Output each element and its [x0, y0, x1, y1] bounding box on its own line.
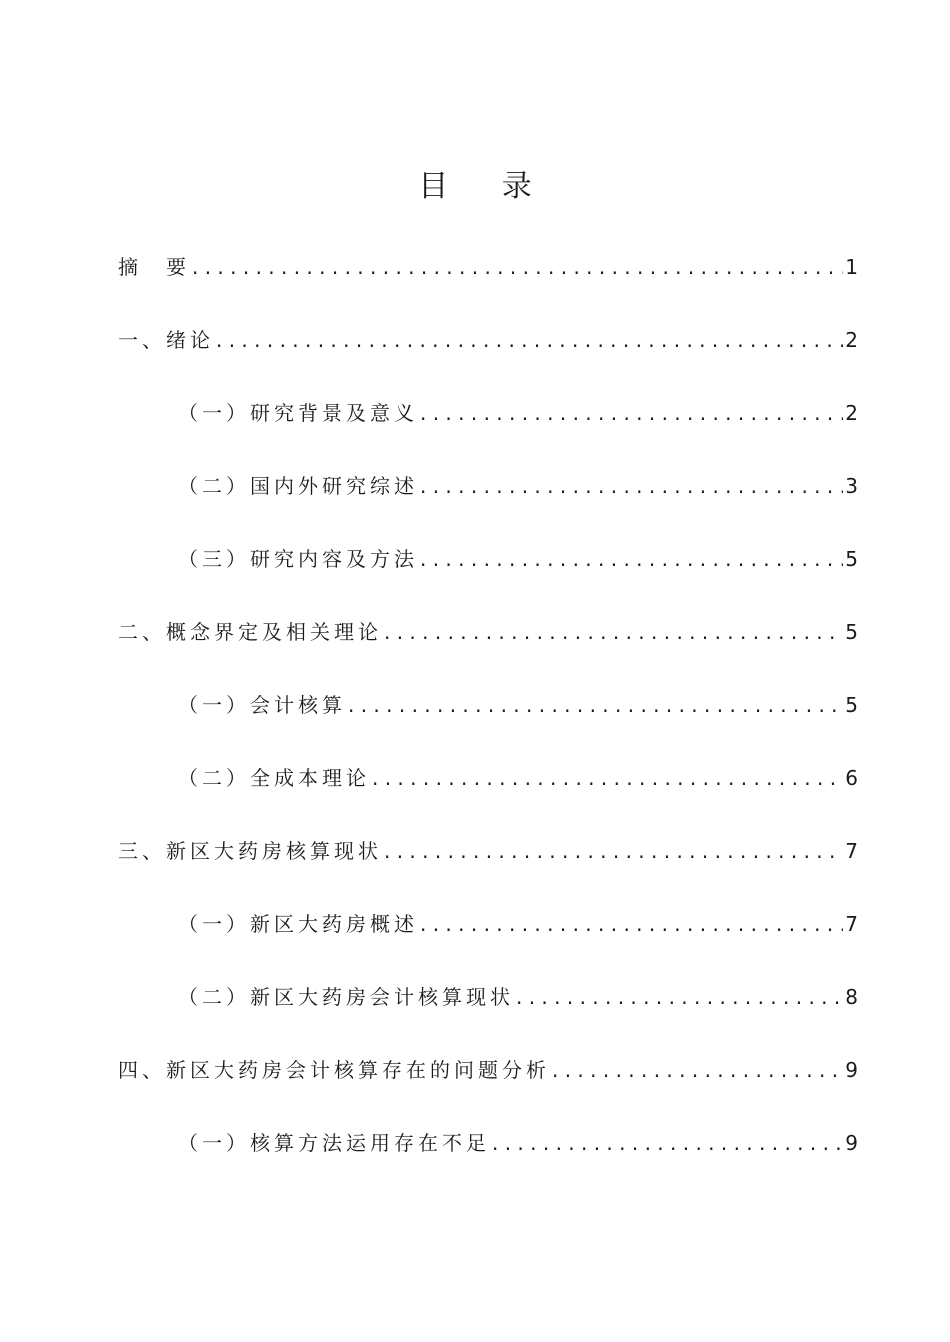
toc-entry-text: 摘 要	[118, 255, 190, 279]
toc-entry-text: （二）新区大药房会计核算现状	[178, 985, 514, 1009]
toc-leader-dots	[348, 673, 843, 737]
toc-entry-page: 7	[845, 839, 858, 863]
toc-entry-text: 二、概念界定及相关理论	[118, 620, 382, 644]
toc-entry[interactable]	[118, 454, 858, 527]
toc-leader-dots	[420, 381, 843, 445]
toc-leader-dots	[420, 892, 843, 956]
toc-leader-dots	[216, 308, 843, 372]
toc-entry-page: 1	[845, 255, 858, 279]
toc-entry[interactable]	[118, 600, 858, 673]
toc-entry-page: 5	[845, 693, 858, 717]
toc-entry-page: 5	[845, 547, 858, 571]
toc-entry-text: （一）核算方法运用存在不足	[178, 1131, 490, 1155]
toc-entry-text: （二）全成本理论	[178, 766, 370, 790]
table-of-contents	[118, 235, 858, 1184]
toc-leader-dots	[420, 527, 843, 591]
toc-entry[interactable]	[118, 235, 858, 308]
toc-entry-text: 三、新区大药房核算现状	[118, 839, 382, 863]
toc-leader-dots	[192, 235, 843, 299]
toc-leader-dots	[492, 1111, 843, 1175]
toc-entry-page: 2	[845, 401, 858, 425]
toc-entry-text: 一、绪论	[118, 328, 214, 352]
toc-leader-dots	[420, 454, 843, 518]
toc-entry[interactable]	[118, 1038, 858, 1111]
toc-entry-text: （三）研究内容及方法	[178, 547, 418, 571]
toc-entry-text: （一）会计核算	[178, 693, 346, 717]
toc-entry-text: （二）国内外研究综述	[178, 474, 418, 498]
toc-entry[interactable]	[118, 527, 858, 600]
toc-entry-text: 四、新区大药房会计核算存在的问题分析	[118, 1058, 550, 1082]
toc-entry-page: 2	[845, 328, 858, 352]
toc-leader-dots	[384, 819, 843, 883]
toc-leader-dots	[516, 965, 843, 1029]
toc-entry[interactable]	[118, 1111, 858, 1184]
toc-entry[interactable]	[118, 746, 858, 819]
toc-entry-page: 9	[845, 1131, 858, 1155]
toc-entry[interactable]	[118, 819, 858, 892]
toc-entry[interactable]	[118, 673, 858, 746]
toc-entry-text: （一）研究背景及意义	[178, 401, 418, 425]
toc-leader-dots	[372, 746, 843, 810]
toc-entry[interactable]	[118, 308, 858, 381]
toc-entry-page: 3	[845, 474, 858, 498]
toc-entry[interactable]	[118, 892, 858, 965]
toc-entry-page: 7	[845, 912, 858, 936]
toc-entry-page: 8	[845, 985, 858, 1009]
toc-entry[interactable]	[118, 965, 858, 1038]
toc-leader-dots	[384, 600, 843, 664]
toc-entry[interactable]	[118, 381, 858, 454]
toc-leader-dots	[552, 1038, 843, 1102]
toc-title: 目 录	[418, 169, 554, 204]
toc-entry-text: （一）新区大药房概述	[178, 912, 418, 936]
toc-entry-page: 9	[845, 1058, 858, 1082]
toc-entry-page: 5	[845, 620, 858, 644]
toc-entry-page: 6	[845, 766, 858, 790]
